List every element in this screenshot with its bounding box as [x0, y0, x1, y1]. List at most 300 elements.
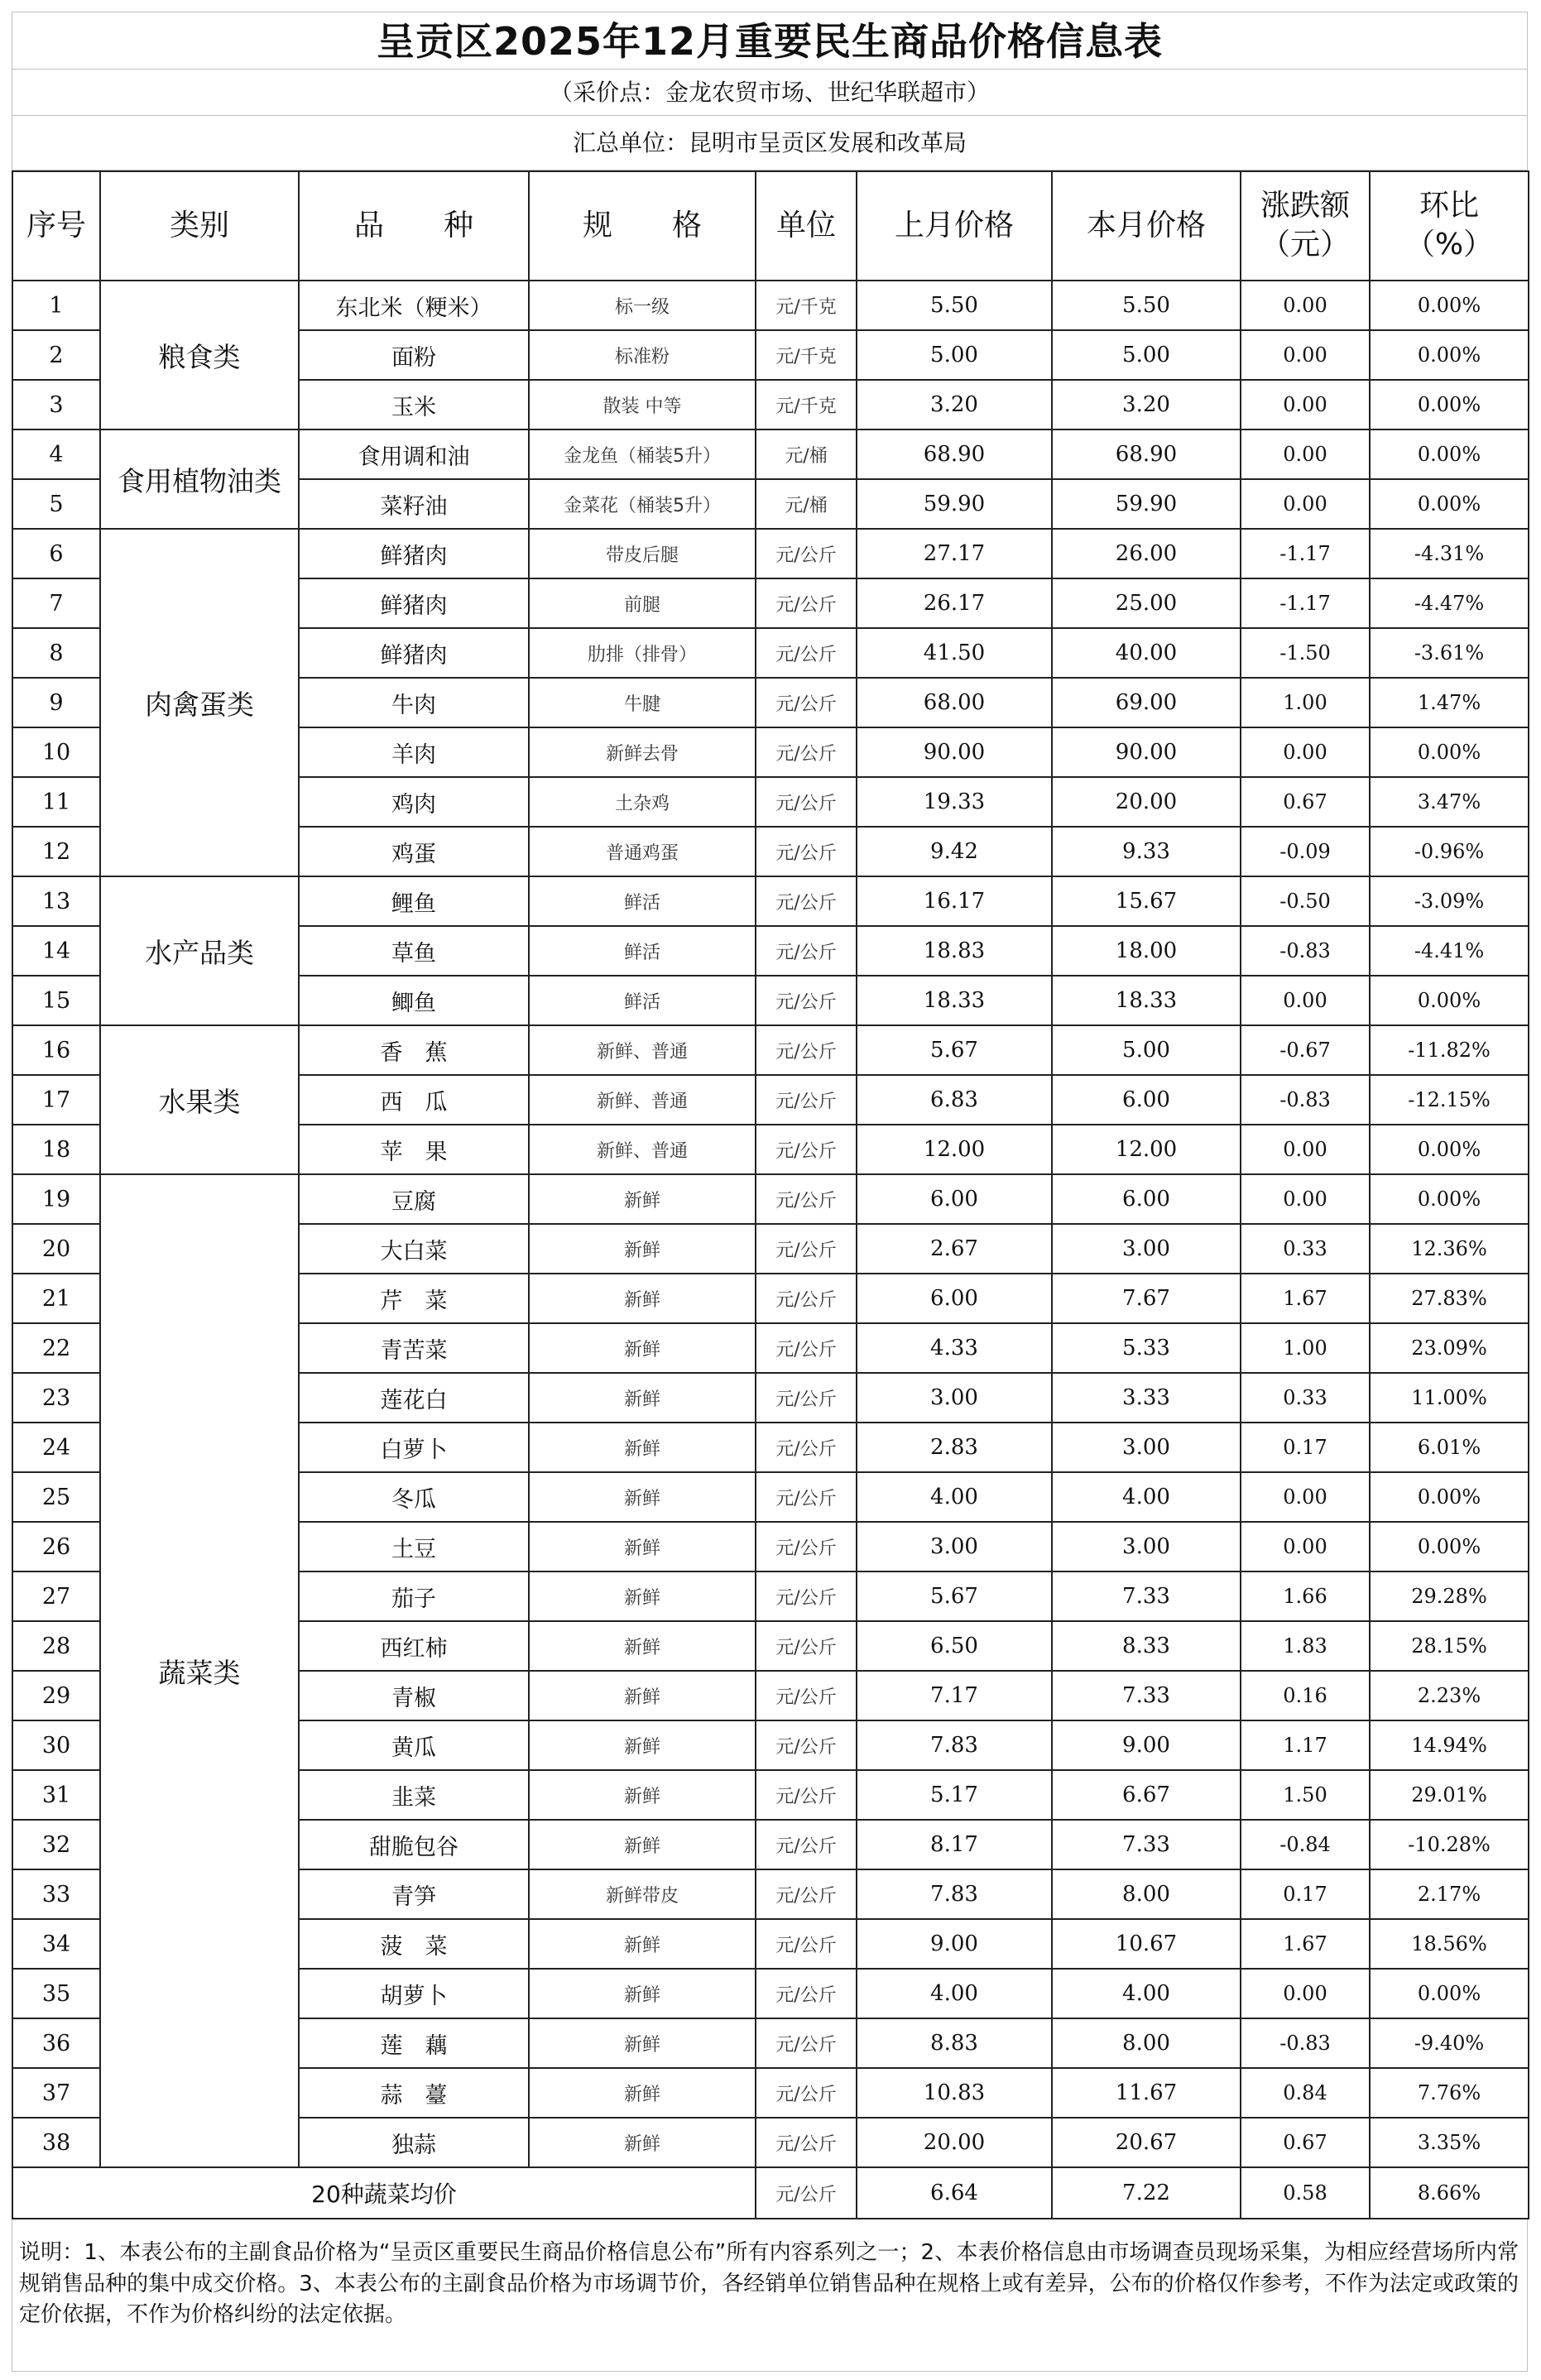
row-variety: 面粉 [299, 330, 529, 380]
row-this-price: 6.00 [1052, 1075, 1241, 1125]
row-spec: 新鲜 [529, 1323, 756, 1373]
col-header-ratio-line2: （%） [1404, 228, 1494, 262]
row-change: 0.00 [1241, 380, 1370, 429]
table-row [12, 1174, 1529, 1224]
row-spec: 新鲜、普通 [529, 1075, 756, 1125]
row-last-price: 90.00 [857, 727, 1052, 777]
category-cell: 水产品类 [100, 876, 299, 1025]
row-spec: 新鲜 [529, 2068, 756, 2118]
collection-points: （采价点：金龙农贸市场、世纪华联超市） [12, 70, 1528, 116]
row-unit: 元/公斤 [756, 1423, 857, 1472]
row-variety: 鲜猪肉 [299, 628, 529, 678]
row-ratio: -3.61% [1370, 628, 1529, 678]
row-seq: 13 [12, 876, 100, 926]
row-this-price: 18.00 [1052, 926, 1241, 976]
row-last-price: 4.00 [857, 1472, 1052, 1522]
row-unit: 元/公斤 [756, 1224, 857, 1274]
row-change: 0.00 [1241, 1174, 1370, 1224]
row-this-price: 18.33 [1052, 976, 1241, 1025]
row-spec: 新鲜、普通 [529, 1125, 756, 1174]
row-spec: 新鲜 [529, 2118, 756, 2167]
row-spec: 新鲜 [529, 1423, 756, 1472]
row-variety: 土豆 [299, 1522, 529, 1571]
row-seq: 20 [12, 1224, 100, 1274]
row-variety: 苹 果 [299, 1125, 529, 1174]
row-seq: 22 [12, 1323, 100, 1373]
row-last-price: 6.00 [857, 1174, 1052, 1224]
row-variety: 莲花白 [299, 1373, 529, 1423]
row-change: 0.67 [1241, 777, 1370, 827]
row-unit: 元/公斤 [756, 727, 857, 777]
row-spec: 新鲜 [529, 1274, 756, 1323]
row-this-price: 20.67 [1052, 2118, 1241, 2167]
row-last-price: 8.83 [857, 2018, 1052, 2068]
row-seq: 9 [12, 678, 100, 727]
footnote: 说明：1、本表公布的主副食品价格为“呈贡区重要民生商品价格信息公布”所有内容系列之一；2、本表价格信息由市场调查员现场采集，为相应经营场所内常规销售品种的集中成交价格。3、本表公布的主副食品价格为市场调节价，各经销单位销售品种在规格上或有差异，公布的价格仅作参考，不作为法定或政策的定价依据，不作为价格纠纷的法定依据。 [12, 2219, 1528, 2372]
row-change: 0.00 [1241, 429, 1370, 479]
row-this-price: 3.00 [1052, 1224, 1241, 1274]
row-seq: 38 [12, 2118, 100, 2167]
row-change: -1.17 [1241, 578, 1370, 628]
row-variety: 豆腐 [299, 1174, 529, 1224]
table-header-row [12, 171, 1529, 281]
average-change: 0.58 [1241, 2167, 1370, 2219]
row-variety: 菜籽油 [299, 479, 529, 529]
average-this-price: 7.22 [1052, 2167, 1241, 2219]
row-last-price: 7.17 [857, 1671, 1052, 1720]
row-variety: 草鱼 [299, 926, 529, 976]
row-seq: 4 [12, 429, 100, 479]
row-change: 0.00 [1241, 479, 1370, 529]
row-this-price: 25.00 [1052, 578, 1241, 628]
row-unit: 元/公斤 [756, 1919, 857, 1969]
row-spec: 鲜活 [529, 926, 756, 976]
category-cell: 水果类 [100, 1025, 299, 1174]
row-unit: 元/公斤 [756, 1869, 857, 1919]
col-header-variety: 品 种 [299, 171, 529, 281]
row-this-price: 3.20 [1052, 380, 1241, 429]
row-this-price: 68.90 [1052, 429, 1241, 479]
row-variety: 冬瓜 [299, 1472, 529, 1522]
row-change: 0.17 [1241, 1869, 1370, 1919]
row-variety: 大白菜 [299, 1224, 529, 1274]
row-last-price: 10.83 [857, 2068, 1052, 2118]
row-unit: 元/公斤 [756, 926, 857, 976]
row-last-price: 7.83 [857, 1720, 1052, 1770]
row-ratio: 0.00% [1370, 1472, 1529, 1522]
row-unit: 元/千克 [756, 380, 857, 429]
row-seq: 11 [12, 777, 100, 827]
row-variety: 西红柿 [299, 1621, 529, 1671]
row-last-price: 59.90 [857, 479, 1052, 529]
row-this-price: 5.00 [1052, 330, 1241, 380]
row-ratio: 3.35% [1370, 2118, 1529, 2167]
row-seq: 10 [12, 727, 100, 777]
row-unit: 元/公斤 [756, 1571, 857, 1621]
table-row [12, 529, 1529, 578]
row-seq: 14 [12, 926, 100, 976]
row-variety: 香 蕉 [299, 1025, 529, 1075]
col-header-ratio [1370, 171, 1529, 281]
row-change: 0.16 [1241, 1671, 1370, 1720]
row-last-price: 2.67 [857, 1224, 1052, 1274]
row-change: 1.50 [1241, 1770, 1370, 1820]
row-seq: 2 [12, 330, 100, 380]
average-last-price: 6.64 [857, 2167, 1052, 2219]
row-seq: 27 [12, 1571, 100, 1621]
row-this-price: 4.00 [1052, 1472, 1241, 1522]
row-unit: 元/公斤 [756, 578, 857, 628]
row-ratio: 12.36% [1370, 1224, 1529, 1274]
row-variety: 羊肉 [299, 727, 529, 777]
row-ratio: 3.47% [1370, 777, 1529, 827]
row-variety: 鸡蛋 [299, 827, 529, 876]
row-unit: 元/公斤 [756, 1373, 857, 1423]
row-seq: 1 [12, 281, 100, 330]
row-seq: 23 [12, 1373, 100, 1423]
row-last-price: 5.17 [857, 1770, 1052, 1820]
row-seq: 8 [12, 628, 100, 678]
row-seq: 24 [12, 1423, 100, 1472]
row-unit: 元/公斤 [756, 827, 857, 876]
row-ratio: 7.76% [1370, 2068, 1529, 2118]
row-variety: 胡萝卜 [299, 1969, 529, 2018]
page-title: 呈贡区2025年12月重要民生商品价格信息表 [12, 12, 1528, 70]
row-change: -0.83 [1241, 926, 1370, 976]
category-cell: 粮食类 [100, 281, 299, 429]
row-ratio: 0.00% [1370, 330, 1529, 380]
row-change: -0.50 [1241, 876, 1370, 926]
row-variety: 青笋 [299, 1869, 529, 1919]
row-ratio: 0.00% [1370, 1969, 1529, 2018]
row-spec: 新鲜 [529, 1770, 756, 1820]
row-this-price: 6.00 [1052, 1174, 1241, 1224]
col-header-change-line2: （元） [1260, 228, 1350, 262]
row-seq: 30 [12, 1720, 100, 1770]
row-ratio: 6.01% [1370, 1423, 1529, 1472]
row-this-price: 10.67 [1052, 1919, 1241, 1969]
row-seq: 31 [12, 1770, 100, 1820]
row-change: -0.67 [1241, 1025, 1370, 1075]
row-this-price: 5.00 [1052, 1025, 1241, 1075]
row-unit: 元/千克 [756, 330, 857, 380]
row-variety: 鲜猪肉 [299, 529, 529, 578]
row-last-price: 5.00 [857, 330, 1052, 380]
row-last-price: 5.50 [857, 281, 1052, 330]
row-variety: 青苦菜 [299, 1323, 529, 1373]
table-row [12, 429, 1529, 479]
row-seq: 35 [12, 1969, 100, 2018]
row-seq: 16 [12, 1025, 100, 1075]
row-spec: 前腿 [529, 578, 756, 628]
row-ratio: 2.23% [1370, 1671, 1529, 1720]
row-unit: 元/公斤 [756, 2118, 857, 2167]
row-ratio: 2.17% [1370, 1869, 1529, 1919]
row-this-price: 69.00 [1052, 678, 1241, 727]
row-change: 1.17 [1241, 1720, 1370, 1770]
row-spec: 金龙鱼（桶装5升） [529, 429, 756, 479]
row-ratio: 0.00% [1370, 1125, 1529, 1174]
row-unit: 元/公斤 [756, 529, 857, 578]
row-unit: 元/千克 [756, 281, 857, 330]
row-unit: 元/公斤 [756, 1720, 857, 1770]
table-row [12, 281, 1529, 330]
row-change: 1.66 [1241, 1571, 1370, 1621]
row-variety: 韭菜 [299, 1770, 529, 1820]
row-last-price: 41.50 [857, 628, 1052, 678]
row-change: -0.83 [1241, 2018, 1370, 2068]
row-spec: 标一级 [529, 281, 756, 330]
row-this-price: 9.00 [1052, 1720, 1241, 1770]
row-variety: 鲜猪肉 [299, 578, 529, 628]
row-this-price: 7.33 [1052, 1571, 1241, 1621]
row-variety: 鲤鱼 [299, 876, 529, 926]
row-last-price: 18.83 [857, 926, 1052, 976]
category-cell: 蔬菜类 [100, 1174, 299, 2167]
col-header-seq: 序号 [12, 171, 100, 281]
row-change: 1.00 [1241, 1323, 1370, 1373]
row-last-price: 5.67 [857, 1025, 1052, 1075]
row-this-price: 4.00 [1052, 1969, 1241, 2018]
row-ratio: -9.40% [1370, 2018, 1529, 2068]
price-table [12, 170, 1529, 2219]
row-change: 1.67 [1241, 1919, 1370, 1969]
row-this-price: 9.33 [1052, 827, 1241, 876]
row-unit: 元/公斤 [756, 1671, 857, 1720]
col-header-category: 类别 [100, 171, 299, 281]
row-ratio: 0.00% [1370, 281, 1529, 330]
row-last-price: 12.00 [857, 1125, 1052, 1174]
row-last-price: 18.33 [857, 976, 1052, 1025]
row-seq: 17 [12, 1075, 100, 1125]
row-unit: 元/公斤 [756, 628, 857, 678]
row-this-price: 11.67 [1052, 2068, 1241, 2118]
row-variety: 芹 菜 [299, 1274, 529, 1323]
row-this-price: 3.33 [1052, 1373, 1241, 1423]
row-seq: 7 [12, 578, 100, 628]
row-spec: 新鲜 [529, 1224, 756, 1274]
row-last-price: 9.42 [857, 827, 1052, 876]
row-spec: 新鲜 [529, 1472, 756, 1522]
row-ratio: 29.28% [1370, 1571, 1529, 1621]
row-ratio: 0.00% [1370, 976, 1529, 1025]
row-ratio: -4.41% [1370, 926, 1529, 976]
row-unit: 元/公斤 [756, 1969, 857, 2018]
row-spec: 肋排（排骨） [529, 628, 756, 678]
row-spec: 新鲜 [529, 1522, 756, 1571]
row-variety: 白萝卜 [299, 1423, 529, 1472]
row-this-price: 15.67 [1052, 876, 1241, 926]
row-spec: 土杂鸡 [529, 777, 756, 827]
row-last-price: 27.17 [857, 529, 1052, 578]
average-row [12, 2167, 1529, 2219]
row-spec: 新鲜 [529, 1571, 756, 1621]
row-spec: 散装 中等 [529, 380, 756, 429]
row-this-price: 3.00 [1052, 1423, 1241, 1472]
row-unit: 元/公斤 [756, 976, 857, 1025]
table-row [12, 876, 1529, 926]
row-last-price: 4.33 [857, 1323, 1052, 1373]
col-header-this-price: 本月价格 [1052, 171, 1241, 281]
row-spec: 金菜花（桶装5升） [529, 479, 756, 529]
row-this-price: 8.33 [1052, 1621, 1241, 1671]
row-this-price: 5.50 [1052, 281, 1241, 330]
row-ratio: 0.00% [1370, 1522, 1529, 1571]
row-seq: 33 [12, 1869, 100, 1919]
row-this-price: 12.00 [1052, 1125, 1241, 1174]
row-change: 0.00 [1241, 281, 1370, 330]
row-seq: 37 [12, 2068, 100, 2118]
row-ratio: -10.28% [1370, 1820, 1529, 1869]
row-ratio: 27.83% [1370, 1274, 1529, 1323]
compiler-line: 汇总单位：昆明市呈贡区发展和改革局 [12, 116, 1528, 170]
col-header-change-line1: 涨跌额 [1260, 189, 1350, 223]
row-ratio: 0.00% [1370, 479, 1529, 529]
row-last-price: 3.20 [857, 380, 1052, 429]
row-last-price: 26.17 [857, 578, 1052, 628]
row-change: 0.33 [1241, 1373, 1370, 1423]
row-unit: 元/公斤 [756, 1323, 857, 1373]
row-spec: 新鲜 [529, 1820, 756, 1869]
row-spec: 普通鸡蛋 [529, 827, 756, 876]
row-last-price: 6.50 [857, 1621, 1052, 1671]
row-this-price: 20.00 [1052, 777, 1241, 827]
col-header-spec: 规 格 [529, 171, 756, 281]
price-sheet [12, 12, 1528, 2372]
row-this-price: 40.00 [1052, 628, 1241, 678]
row-variety: 茄子 [299, 1571, 529, 1621]
row-change: 0.84 [1241, 2068, 1370, 2118]
row-ratio: 11.00% [1370, 1373, 1529, 1423]
row-ratio: -0.96% [1370, 827, 1529, 876]
row-this-price: 7.33 [1052, 1820, 1241, 1869]
row-ratio: -12.15% [1370, 1075, 1529, 1125]
average-ratio: 8.66% [1370, 2167, 1529, 2219]
row-unit: 元/公斤 [756, 2018, 857, 2068]
row-change: 0.00 [1241, 1522, 1370, 1571]
row-last-price: 16.17 [857, 876, 1052, 926]
row-change: 0.00 [1241, 1472, 1370, 1522]
row-change: -1.50 [1241, 628, 1370, 678]
row-ratio: -4.31% [1370, 529, 1529, 578]
row-change: -0.09 [1241, 827, 1370, 876]
row-seq: 26 [12, 1522, 100, 1571]
row-unit: 元/公斤 [756, 1125, 857, 1174]
row-last-price: 5.67 [857, 1571, 1052, 1621]
row-unit: 元/公斤 [756, 1621, 857, 1671]
row-ratio: 0.00% [1370, 429, 1529, 479]
row-unit: 元/公斤 [756, 1770, 857, 1820]
row-this-price: 5.33 [1052, 1323, 1241, 1373]
row-unit: 元/公斤 [756, 1522, 857, 1571]
row-last-price: 8.17 [857, 1820, 1052, 1869]
row-variety: 牛肉 [299, 678, 529, 727]
row-change: -0.84 [1241, 1820, 1370, 1869]
row-ratio: -3.09% [1370, 876, 1529, 926]
col-header-last-price: 上月价格 [857, 171, 1052, 281]
row-variety: 甜脆包谷 [299, 1820, 529, 1869]
row-last-price: 20.00 [857, 2118, 1052, 2167]
row-seq: 28 [12, 1621, 100, 1671]
row-last-price: 4.00 [857, 1969, 1052, 2018]
row-variety: 玉米 [299, 380, 529, 429]
row-unit: 元/公斤 [756, 1025, 857, 1075]
row-spec: 新鲜 [529, 1174, 756, 1224]
row-variety: 黄瓜 [299, 1720, 529, 1770]
row-seq: 15 [12, 976, 100, 1025]
row-spec: 新鲜 [529, 1919, 756, 1969]
row-unit: 元/桶 [756, 479, 857, 529]
row-ratio: 23.09% [1370, 1323, 1529, 1373]
row-last-price: 7.83 [857, 1869, 1052, 1919]
average-label: 20种蔬菜均价 [12, 2167, 756, 2219]
row-unit: 元/公斤 [756, 1820, 857, 1869]
row-seq: 12 [12, 827, 100, 876]
row-variety: 西 瓜 [299, 1075, 529, 1125]
row-this-price: 7.67 [1052, 1274, 1241, 1323]
row-unit: 元/公斤 [756, 678, 857, 727]
row-spec: 新鲜 [529, 1969, 756, 2018]
row-last-price: 3.00 [857, 1373, 1052, 1423]
row-change: 1.67 [1241, 1274, 1370, 1323]
row-change: 1.83 [1241, 1621, 1370, 1671]
row-unit: 元/桶 [756, 429, 857, 479]
row-last-price: 19.33 [857, 777, 1052, 827]
row-variety: 鸡肉 [299, 777, 529, 827]
row-spec: 鲜活 [529, 976, 756, 1025]
category-cell: 食用植物油类 [100, 429, 299, 529]
row-seq: 18 [12, 1125, 100, 1174]
row-spec: 新鲜、普通 [529, 1025, 756, 1075]
row-change: -0.83 [1241, 1075, 1370, 1125]
row-variety: 鲫鱼 [299, 976, 529, 1025]
row-last-price: 2.83 [857, 1423, 1052, 1472]
row-this-price: 7.33 [1052, 1671, 1241, 1720]
row-this-price: 3.00 [1052, 1522, 1241, 1571]
row-this-price: 59.90 [1052, 479, 1241, 529]
row-this-price: 90.00 [1052, 727, 1241, 777]
row-spec: 新鲜 [529, 1720, 756, 1770]
col-header-change [1241, 171, 1370, 281]
row-change: 1.00 [1241, 678, 1370, 727]
row-spec: 牛腱 [529, 678, 756, 727]
row-variety: 东北米（粳米） [299, 281, 529, 330]
row-spec: 新鲜 [529, 1373, 756, 1423]
row-last-price: 6.00 [857, 1274, 1052, 1323]
row-unit: 元/公斤 [756, 1274, 857, 1323]
row-unit: 元/公斤 [756, 777, 857, 827]
row-last-price: 68.00 [857, 678, 1052, 727]
row-ratio: 28.15% [1370, 1621, 1529, 1671]
row-spec: 新鲜带皮 [529, 1869, 756, 1919]
row-seq: 32 [12, 1820, 100, 1869]
row-change: 0.00 [1241, 1125, 1370, 1174]
row-ratio: -11.82% [1370, 1025, 1529, 1075]
row-last-price: 68.90 [857, 429, 1052, 479]
row-variety: 青椒 [299, 1671, 529, 1720]
row-spec: 新鲜 [529, 1621, 756, 1671]
row-ratio: 14.94% [1370, 1720, 1529, 1770]
row-ratio: 0.00% [1370, 1174, 1529, 1224]
row-this-price: 26.00 [1052, 529, 1241, 578]
row-this-price: 8.00 [1052, 2018, 1241, 2068]
row-unit: 元/公斤 [756, 2068, 857, 2118]
row-variety: 莲 藕 [299, 2018, 529, 2068]
row-spec: 新鲜 [529, 1671, 756, 1720]
row-change: -1.17 [1241, 529, 1370, 578]
row-seq: 36 [12, 2018, 100, 2068]
row-spec: 新鲜去骨 [529, 727, 756, 777]
